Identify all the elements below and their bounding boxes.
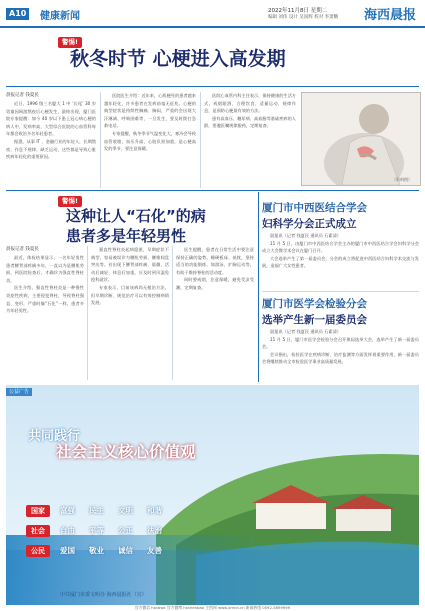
article-divider <box>6 190 419 191</box>
article2-byline: 晨报记者 钱夏民 <box>6 247 39 252</box>
col-divider <box>172 246 173 380</box>
article3-headline-line1: 厦门市中西医结合学会 <box>262 202 367 214</box>
col-divider <box>200 92 201 188</box>
values-row-society: 社会 自由 平等 公正 法治 <box>26 518 176 530</box>
ad-title-line1: 共同践行 <box>28 429 81 444</box>
article2-col3: 医生提醒，患者在日常生活中要注意保持正确的姿势，睡硬板床、低枕，坚持适当的功能锻炼，如游泳、扩胸运动等，有助于维持脊柱的活动度。 同时要戒烟，注意保暖，避免受凉受潮，定期复查。 <box>176 247 254 290</box>
col-divider <box>100 92 101 188</box>
ad-background <box>6 385 419 605</box>
article2-col2: 强直性脊柱炎起病隐匿，早期症状不典型，容易被误诊为腰肌劳损、腰椎间盘突出等。若出现下腰背部疼痛、晨僵，活动后减轻，休息后加重，应及时到风湿免疫科就诊。 专家表示，目前该病尚无根治方法，但早期诊断、规范治疗可以有效控制病情发展。 <box>91 247 169 306</box>
article3-body: 晨报讯（记者 钱夏民 通讯员 石素清） 11 月 5 日，由厦门市中西医结合学会主办的厦门市中西医结合学会妇科学分会成立大会暨学术会议在厦门召开。 大会选举产生了第一届委员会，分会的成立将促进中西医结合妇科学术交流与发展，造福广大女性患者。 <box>262 233 419 269</box>
article1-col1: 近日，1996 级三名厦大 1 中 ‘长尾’ 30 岁男童因网游熬夜后心梗发生，最终出现，厦门医院专家提醒：如今 40 岁以下患上冠心病心梗的病人中，发病率高，大型综合医院的心血管科每年都会收治多名年轻患者。 据悉，从事 IT 、金融行业的年轻人，长期熬夜、作息不规律、缺乏运动，这些都是导致心脏疾病年轻化的重要原因。 <box>6 101 96 160</box>
newspaper-logo: 海西晨报 <box>364 8 417 23</box>
chest-pain-illustration <box>302 93 420 185</box>
ad-sponsor: 中共厦门市委文明办 海西晨报社（宣） <box>60 592 147 598</box>
article1-col3: 医院心血管内科主任表示，保持健康的生活方式，戒烟限酒、合理饮食、适量运动、规律作息，是预防心梗最有效的方法。 患有高血压、糖尿病、高血脂等基础疾病的人群，要遵医嘱规律服药，定期复查。 <box>204 93 296 129</box>
article1-col2: 医院医生介绍：近年来，心肌梗死的患者越来越年轻化，许多患者在发病前毫无征兆。心梗的典型症状是持续性胸痛、胸闷，严重的会出现大汗淋漓、呼吸困难等，一旦发生，要及时拨打急救电话。 专家提醒，秋冬季节气温变化大，寒冷会导致血管收缩，血压升高，心脏负担加重，是心梗高发的季节，要注意保暖。 <box>104 93 196 152</box>
article1-photo <box>301 92 421 186</box>
photo-caption: （资料图） <box>392 177 412 182</box>
article3-headline-line2: 妇科学分会正式成立 <box>262 218 357 230</box>
article-divider <box>262 291 419 292</box>
section-divider <box>258 192 259 382</box>
article2-col1: 最近，体检结果显示，一名年轻男性患者腰背部疼痛多年，一直以为是腰肌劳损，到医院检查后，才确诊为强直性脊柱炎。 医生介绍，强直性脊柱炎是一种慢性炎症性疾病，主要侵犯脊柱，导致脊柱强直、变形，严重时像“石化”一样，患者多为年轻男性。 <box>6 255 84 314</box>
article2-headline-line1: 这种让人“石化”的病 <box>66 207 206 225</box>
article1-headline: 秋冬时节 心梗进入高发期 <box>70 48 286 70</box>
article4-headline-line2: 选举产生新一届委员会 <box>262 314 367 326</box>
values-row-country: 国家 富强 民主 文明 和谐 <box>26 498 176 510</box>
ad-title-line2: 社会主义核心价值观 <box>56 443 196 461</box>
article2-tag: 警惕! <box>58 196 82 207</box>
section-title: 健康新闻 <box>40 11 80 22</box>
col-divider <box>87 246 88 380</box>
values-row-citizen: 公民 爱国 敬业 诚信 友善 <box>26 538 176 550</box>
article4-headline-line1: 厦门市医学会检验分会 <box>262 298 367 310</box>
ad-label: 公益广告 <box>6 388 32 396</box>
page-header <box>0 0 425 26</box>
article1-rule <box>6 86 419 87</box>
article2-headline-line2: 患者多是年轻男性 <box>66 227 187 245</box>
issue-date: 2022年11月8日 星期二 <box>268 8 328 14</box>
header-rule <box>0 26 425 28</box>
page-footer: 官方微信 hxcbwx 官方微博 hxchenbao 主图网 www.xmnn.cn 新闻热线 0592-5899999 <box>134 605 291 610</box>
page-number: A10 <box>6 8 29 20</box>
editor-meta: 编辑 刘伟 设计 吴国辉 校对 李萧鹏 <box>268 15 339 20</box>
article4-body: 晨报讯（记者 钱夏民 通讯员 石素清） 11 月 5 日，厦门市医学会检验分会召开换届选举大会，选举产生了新一届委员会。 会议指出，检验医学在疾病诊断、治疗监测等方面发挥着重要作用，新一届委员会将继续推动全市检验医学事业高质量发展。 <box>262 329 419 365</box>
article1-tag: 警惕! <box>58 37 82 48</box>
public-service-ad <box>6 385 419 605</box>
article1-byline: 晨报记者 钱夏民 <box>6 93 39 98</box>
